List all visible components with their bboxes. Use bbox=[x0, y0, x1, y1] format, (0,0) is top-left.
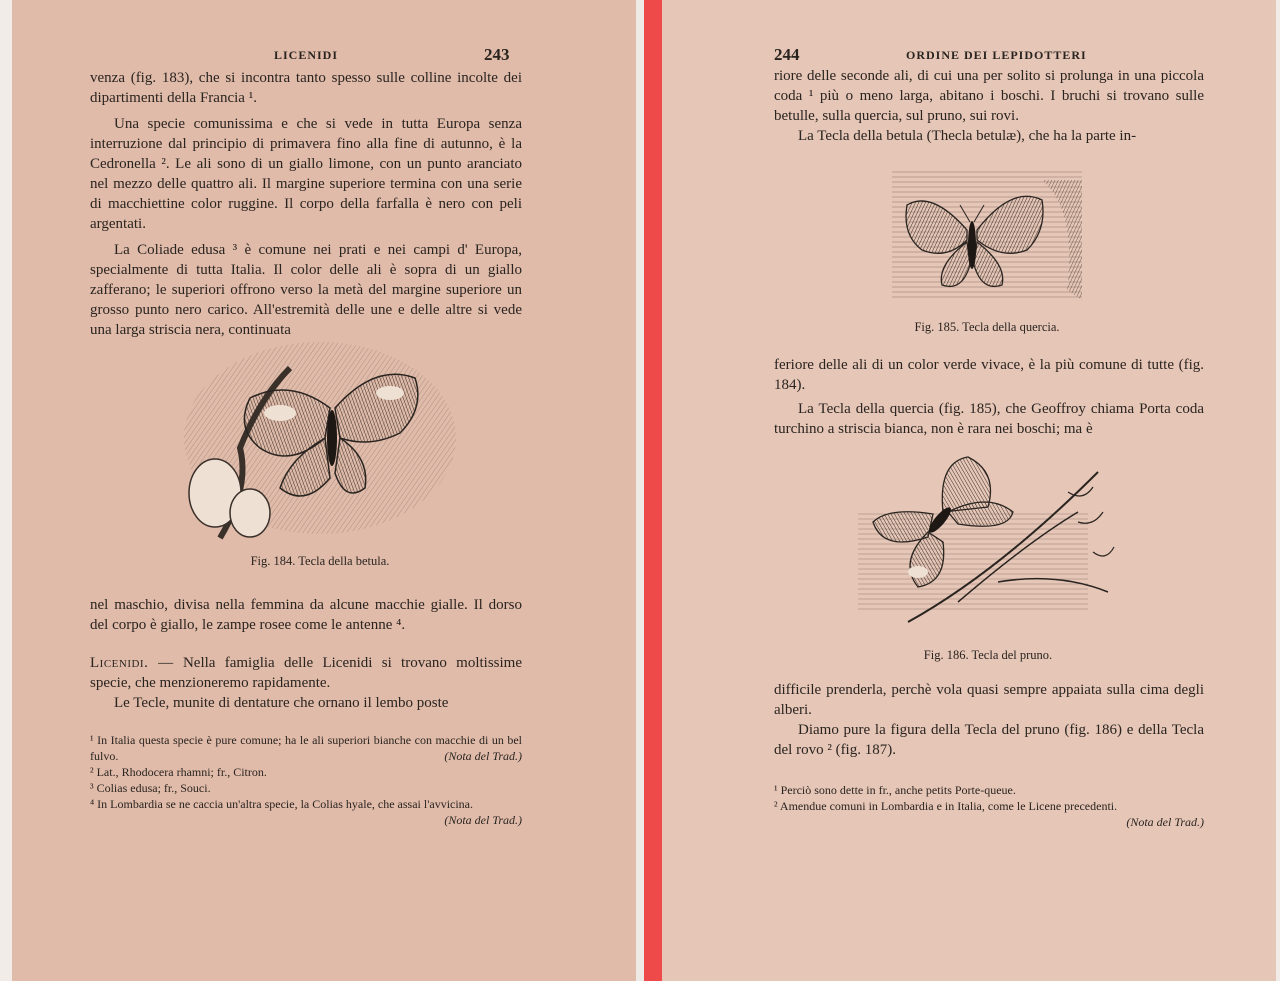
figure-184-caption: Fig. 184. Tecla della betula. bbox=[250, 554, 390, 568]
footnote-note: (Nota del Trad.) bbox=[444, 749, 522, 763]
figure-184-engraving bbox=[180, 338, 460, 548]
figure-185-engraving bbox=[892, 160, 1082, 310]
paragraph: Diamo pure la figura della Tecla del pruno (fig. 186) e della Tecla del rovo ² (fig. 187). bbox=[774, 722, 1204, 758]
footnote-text: ¹ In Italia questa specie è pure comune; ha le ali superiori bianche con macchie di un bel fulvo. bbox=[90, 733, 522, 763]
left-footnotes bbox=[90, 732, 522, 828]
footnote bbox=[774, 798, 1204, 814]
right-body-top bbox=[774, 66, 1204, 146]
paragraph: La Tecla della betula (Thecla betulæ), che ha la parte in- bbox=[798, 128, 1137, 144]
paragraph: Una specie comunissima e che si vede in tutta Europa senza interruzione dal principio di primavera fino alla fine di autunno, è la Cedronella ². Le ali sono di un giallo limone, con un punto aranciato nel mezzo delle quattro ali. Il margine superiore termina con una serie di macchiettine color ruggine. Il corpo della farfalla è nero con peli argentati. bbox=[90, 116, 522, 232]
footnote-text: ² Amendue comuni in Lombardia e in Italia, come le Licene precedenti. bbox=[774, 799, 1118, 813]
scan-margin-left bbox=[0, 0, 12, 981]
right-footnotes bbox=[774, 782, 1204, 830]
right-page bbox=[662, 0, 1276, 981]
background-strip bbox=[644, 0, 662, 981]
scan-margin-right bbox=[1276, 0, 1280, 981]
footnote: ¹ Perciò sono dette in fr., anche petits Porte-queue. bbox=[774, 783, 1016, 797]
footnote: ³ Colias edusa; fr., Souci. bbox=[90, 781, 211, 795]
paragraph: difficile prenderla, perchè vola quasi sempre appaiata sulla cima degli alberi. bbox=[774, 682, 1204, 718]
paragraph: venza (fig. 183), che si incontra tanto spesso sulle colline incolte dei dipartimenti della Francia ¹. bbox=[90, 70, 522, 106]
left-page bbox=[12, 0, 636, 981]
footnote-note: (Nota del Trad.) bbox=[444, 813, 522, 827]
paragraph: nel maschio, divisa nella femmina da alcune macchie gialle. Il dorso del corpo è giallo, le zampe rosee come le antenne ⁴. bbox=[90, 597, 522, 633]
paragraph: Le Tecle, munite di dentature che ornano il lembo poste bbox=[114, 695, 449, 711]
running-head-left: LICENIDI bbox=[274, 48, 339, 62]
section-paragraph bbox=[90, 653, 522, 693]
paragraph: La Coliade edusa ³ è comune nei prati e nei campi d' Europa, specialmente di tutta Italia. Il color delle ali è sopra di un giallo zafferano; le superiori offrono verso la metà del margine superiore un grosso punto nero carico. All'estremità delle une e delle altre si vede una larga striscia nera, continuata bbox=[90, 242, 522, 338]
scan-gutter bbox=[636, 0, 644, 981]
section-text: Nella famiglia delle Licenidi si trovano moltissime specie, che menzioneremo rapidamente. bbox=[90, 655, 522, 691]
right-body-bottom bbox=[774, 680, 1204, 760]
running-head-right: ORDINE DEI LEPIDOTTERI bbox=[906, 48, 1087, 62]
footnote-text: ⁴ In Lombardia se ne caccia un'altra specie, la Colias hyale, che assai l'avvicina. bbox=[90, 797, 474, 811]
left-body-bottom bbox=[90, 595, 522, 713]
footnote: ² Lat., Rhodocera rhamni; fr., Citron. bbox=[90, 765, 267, 779]
footnote-note: (Nota del Trad.) bbox=[1126, 815, 1204, 829]
paragraph: La Tecla della quercia (fig. 185), che Geoffroy chiama Porta coda turchino a striscia bianca, non è rara nei boschi; ma è bbox=[774, 401, 1204, 437]
right-body-middle bbox=[774, 355, 1204, 439]
figure-185-caption: Fig. 185. Tecla della quercia. bbox=[914, 320, 1060, 334]
paragraph: feriore delle ali di un color verde vivace, è la più comune di tutte (fig. 184). bbox=[774, 357, 1204, 393]
page-number-left: 243 bbox=[484, 45, 510, 64]
figure-186-caption: Fig. 186. Tecla del pruno. bbox=[923, 648, 1053, 662]
paragraph: riore delle seconde ali, di cui una per solito si prolunga in una piccola coda ¹ più o meno larga, abitano i boschi. I bruchi si trovano sulle betulle, sulla quercia, sul pruno, sui rovi. bbox=[774, 68, 1204, 124]
footnote bbox=[90, 796, 522, 827]
section-heading: Licenidi. — bbox=[90, 655, 174, 671]
footnote bbox=[90, 732, 522, 764]
left-body-top bbox=[90, 68, 522, 340]
page-number-right: 244 bbox=[774, 45, 800, 64]
figure-186-engraving bbox=[848, 452, 1128, 642]
